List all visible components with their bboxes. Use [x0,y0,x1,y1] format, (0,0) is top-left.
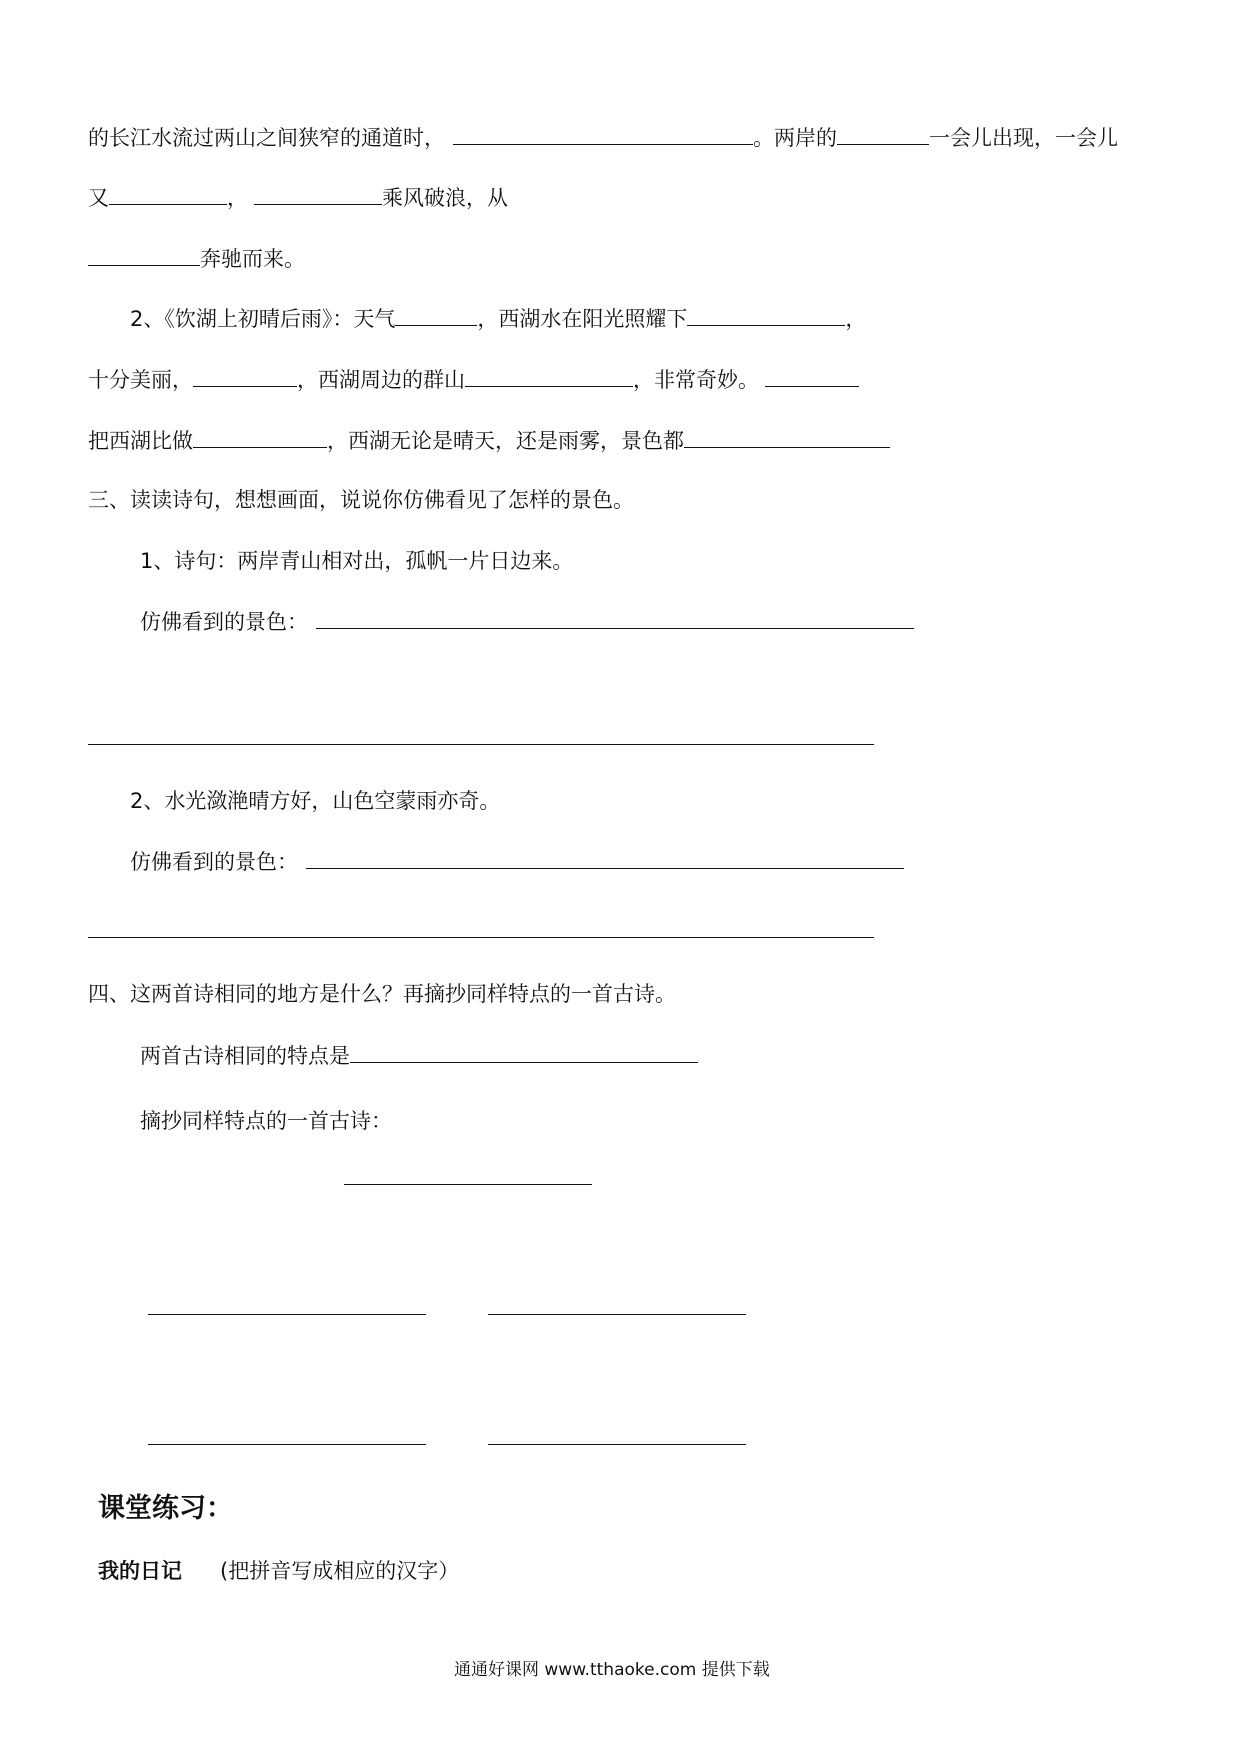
text: ， [227,186,248,210]
text: 把西湖比做 [88,429,193,453]
text: 一会儿出现，一会儿 [929,126,1118,150]
poem-line[interactable] [488,1444,746,1445]
text: 又 [88,186,109,210]
answer-blank[interactable] [453,122,753,145]
answer-blank[interactable] [88,243,200,266]
text: 十分美丽， [88,368,193,392]
question-1: 1、诗句：两岸青山相对出，孤帆一片日边来。 [140,549,574,573]
answer-blank[interactable] [254,182,382,205]
fill-line-1 [88,122,1118,153]
answer-blank[interactable] [837,122,929,145]
poem-line[interactable] [488,1314,746,1315]
poem-line[interactable] [148,1444,426,1445]
answer-blank[interactable] [395,303,477,326]
poem-line[interactable] [148,1314,426,1315]
text: 。两岸的 [753,126,837,150]
answer-blank[interactable] [687,303,845,326]
copy-label: 摘抄同样特点的一首古诗： [140,1109,392,1133]
practice-heading: 课堂练习： [98,1493,233,1524]
feature-row [140,1040,698,1071]
text: 乘风破浪，从 [382,186,508,210]
fill-line-5 [88,364,859,395]
fill-line-6 [88,425,890,456]
text: 奔驰而来。 [200,247,305,271]
answer-blank[interactable] [350,1040,698,1063]
answer-blank[interactable] [306,846,904,869]
answer-row-2 [130,846,904,877]
fill-line-2 [88,182,508,213]
answer-row-1 [140,606,914,637]
answer-blank[interactable] [465,364,633,387]
diary-row [98,1556,459,1586]
text: 2、《饮湖上初晴后雨》：天气 [130,307,396,331]
text: ， [845,307,867,331]
diary-instruction: (把拼音写成相应的汉字） [220,1559,460,1583]
section-4-title: 四、这两首诗相同的地方是什么？再摘抄同样特点的一首古诗。 [88,982,676,1006]
section-3-title: 三、读读诗句，想想画面，说说你仿佛看见了怎样的景色。 [88,488,634,512]
fill-line-4 [130,303,866,334]
text: ，西湖周边的群山 [297,368,465,392]
answer-blank[interactable] [109,182,227,205]
answer-label: 仿佛看到的景色： [140,610,308,634]
text: ，西湖无论是晴天，还是雨雾，景色都 [327,429,684,453]
question-2: 2、水光潋滟晴方好，山色空蒙雨亦奇。 [130,789,501,813]
answer-label: 仿佛看到的景色： [130,850,298,874]
text: ，非常奇妙。 [633,368,759,392]
text: ，西湖水在阳光照耀下 [477,307,688,331]
answer-line[interactable] [88,744,874,745]
fill-line-3 [88,243,305,274]
text: 的长江水流过两山之间狭窄的通道时， [88,126,445,150]
diary-label: 我的日记 [98,1559,182,1583]
footer-text: 通通好课网 www.tthaoke.com 提供下载 [454,1660,770,1680]
answer-blank[interactable] [765,364,859,387]
feature-label: 两首古诗相同的特点是 [140,1044,350,1068]
answer-blank[interactable] [193,425,327,448]
answer-blank[interactable] [316,606,914,629]
answer-blank[interactable] [193,364,297,387]
poem-title-line[interactable] [344,1184,592,1185]
answer-blank[interactable] [684,425,890,448]
answer-line[interactable] [88,937,874,938]
